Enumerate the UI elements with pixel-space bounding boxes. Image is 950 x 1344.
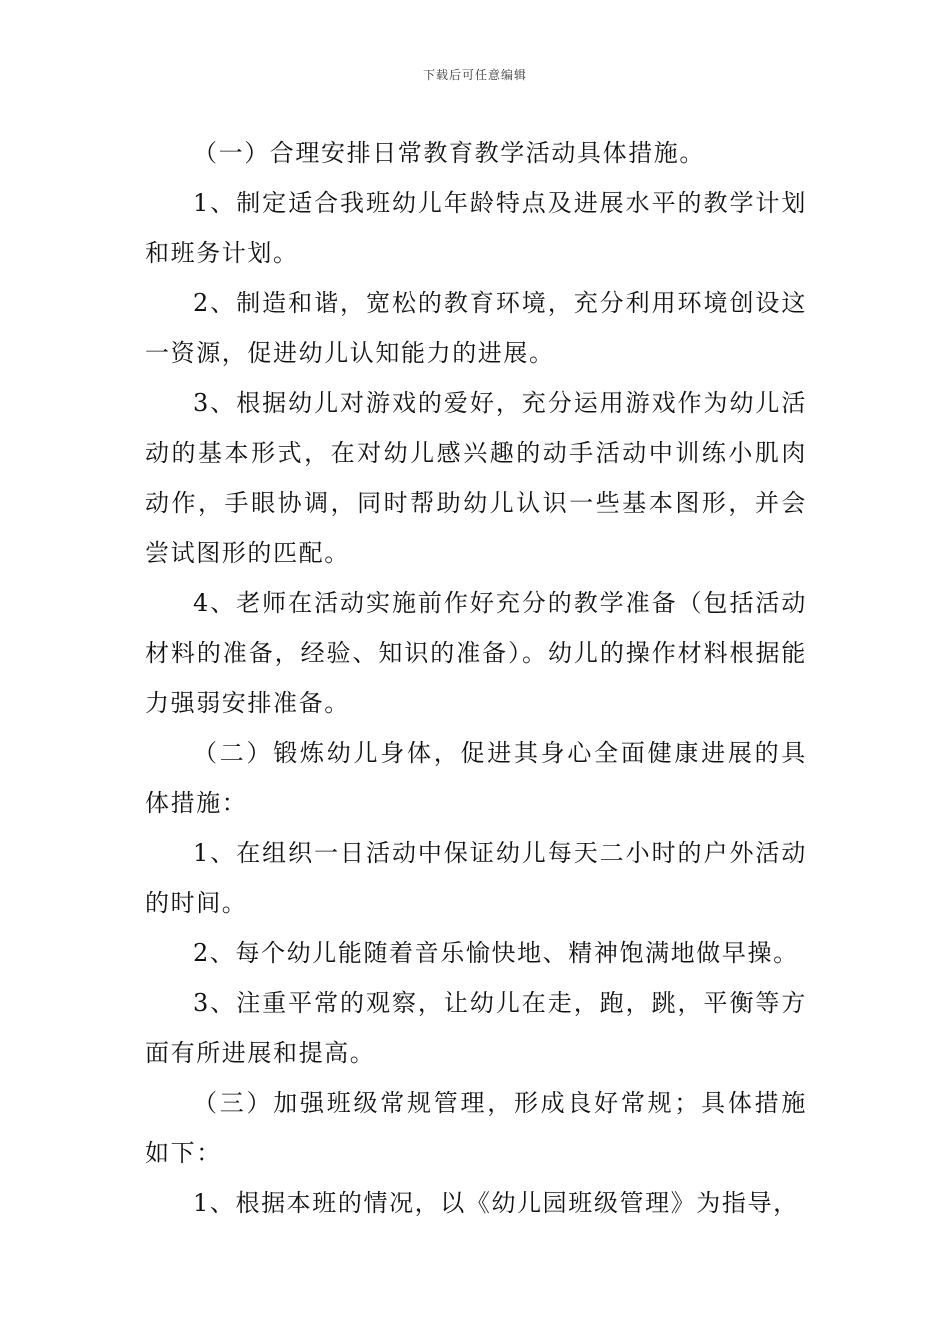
- paragraph: 3、根据幼儿对游戏的爱好，充分运用游戏作为幼儿活动的基本形式，在对幼儿感兴趣的动手活动中训练小肌肉动作，手眼协调，同时帮助幼儿认识一些基本图形，并会尝试图形的匹配。: [145, 389, 807, 567]
- section-heading-3: （三）加强班级常规管理，形成良好常规；具体措施如下：: [145, 1089, 807, 1167]
- paragraph: 2、每个幼儿能随着音乐愉快地、精神饱满地做早操。: [193, 939, 799, 967]
- paragraph: 4、老师在活动实施前作好充分的教学准备（包括活动材料的准备，经验、知识的准备）。幼儿的操作材料根据能力强弱安排准备。: [145, 589, 807, 717]
- paragraph: 2、制造和谐，宽松的教育环境，充分利用环境创设这一资源，促进幼儿认知能力的进展。: [145, 289, 807, 367]
- section-heading-2: （二）锻炼幼儿身体，促进其身心全面健康进展的具体措施：: [145, 739, 807, 817]
- paragraph: 3、注重平常的观察，让幼儿在走，跑，跳，平衡等方面有所进展和提高。: [145, 989, 807, 1067]
- paragraph: 1、根据本班的情况，以《幼儿园班级管理》为指导，: [193, 1189, 799, 1217]
- paragraph: 1、制定适合我班幼儿年龄特点及进展水平的教学计划和班务计划。: [145, 189, 807, 267]
- page-header-note: 下载后可任意编辑: [422, 68, 527, 82]
- document-body: [145, 128, 807, 1228]
- paragraph: 1、在组织一日活动中保证幼儿每天二小时的户外活动的时间。: [145, 839, 807, 917]
- section-heading-1: （一）合理安排日常教育教学活动具体措施。: [193, 139, 705, 167]
